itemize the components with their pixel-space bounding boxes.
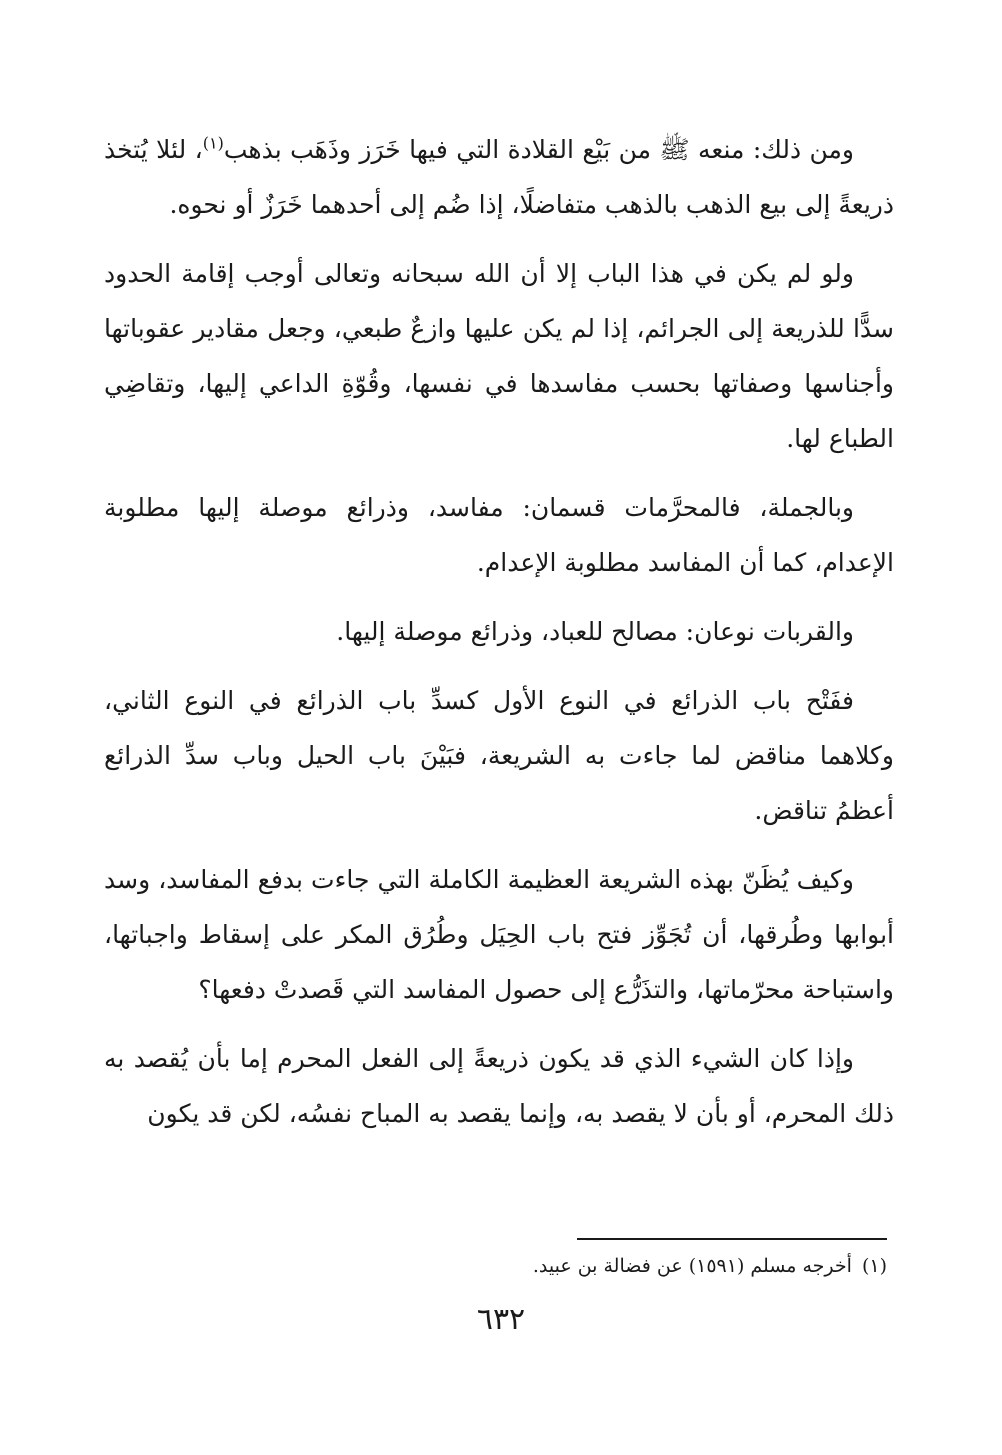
footnote-number: (١) [861, 1255, 887, 1277]
paragraph-1-text: ومن ذلك: منعه ﷺ من بَيْع القلادة التي فيها خَرَز وذَهَب بذهب [223, 135, 854, 164]
footnote-reference: (١) [202, 133, 224, 153]
paragraph-3: وبالجملة، فالمحرَّمات قسمان: مفاسد، وذرائع موصلة إليها مطلوبة الإعدام، كما أن المفاسد مطلوبة الإعدام. [104, 493, 894, 577]
paragraph-5: ففَتْح باب الذرائع في النوع الأول كسدِّ باب الذرائع في النوع الثاني، وكلاهما مناقض لما جاءت به الشريعة، فبَيْنَ باب الحيل وباب سدِّ الذرائع أعظمُ تناقض. [104, 686, 894, 825]
paragraph-2: ولو لم يكن في هذا الباب إلا أن الله سبحانه وتعالى أوجب إقامة الحدود سدًّا للذريعة إلى الجرائم، إذا لم يكن عليها وازعٌ طبعي، وجعل مقادير عقوباتها وأجناسها وصفاتها بحسب مفاسدها في نفسها، وقُوّةِ الداعي إليها، وتقاضِي الطباع لها. [104, 259, 894, 453]
footnote [300, 1248, 887, 1284]
footnote-divider [577, 1238, 887, 1240]
main-text [104, 122, 894, 1155]
paragraph-1 [104, 122, 894, 232]
paragraph-6: وكيف يُظَنّ بهذه الشريعة العظيمة الكاملة التي جاءت بدفع المفاسد، وسد أبوابها وطُرقها، أن تُجَوِّز فتح باب الحِيَل وطُرُق المكر على إسقاط واجباتها، واستباحة محرّماتها، والتذَرُّع إلى حصول المفاسد التي قَصدتْ دفعها؟ [104, 865, 894, 1004]
paragraph-7: وإذا كان الشيء الذي قد يكون ذريعةً إلى الفعل المحرم إما بأن يُقصد به ذلك المحرم، أو بأن لا يقصد به، وإنما يقصد به المباح نفسُه، لكن قد يكون [104, 1044, 894, 1128]
footnote-text: أخرجه مسلم (١٥٩١) عن فضالة بن عبيد. [532, 1255, 852, 1277]
page-number: ٦٣٢ [476, 1302, 526, 1337]
paragraph-4: والقربات نوعان: مصالح للعباد، وذرائع موصلة إليها. [336, 617, 854, 646]
paragraph-1-continuation: ، لئلا يُتخذ ذريعةً إلى بيع الذهب بالذهب متفاضلًا، إذا ضُم إلى أحدهما خَرَزٌ أو نحوه. [104, 135, 894, 219]
